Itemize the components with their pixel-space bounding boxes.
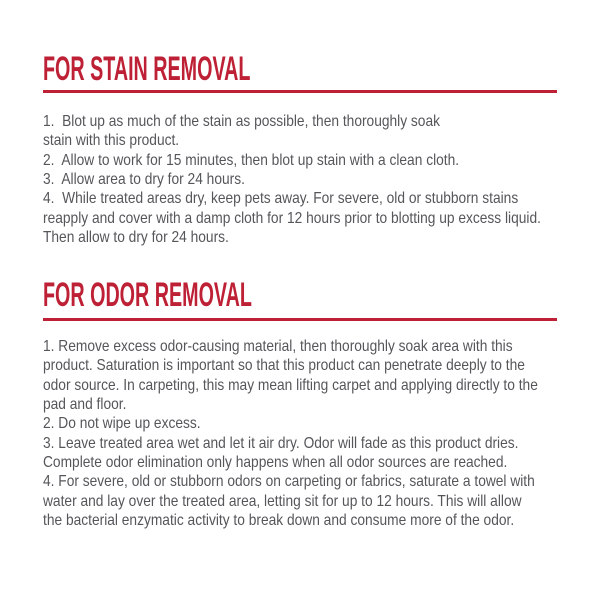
instruction-line: 4. For severe, old or stubborn odors on carpeting or fabrics, saturate a towel with [43,473,535,491]
instruction-line: 3. Leave treated area wet and let it air dry. Odor will fade as this product dries. [43,434,519,452]
instruction-line: 2. Do not wipe up excess. [43,415,201,433]
instruction-line: reapply and cover with a damp cloth for 12 hours prior to blotting up excess liquid. [43,209,541,227]
instruction-line: 4. While treated areas dry, keep pets away. For severe, old or stubborn stains [43,190,519,208]
instruction-line: 3. Allow area to dry for 24 hours. [43,170,245,188]
instruction-line: Complete odor elimination only happens when all odor sources are reached. [43,453,508,471]
instruction-line: stain with this product. [43,132,180,150]
instruction-line: Then allow to dry for 24 hours. [43,228,229,246]
instruction-line: odor source. In carpeting, this may mean lifting carpet and applying directly to the [43,376,538,394]
instruction-line: water and lay over the treated area, letting sit for up to 12 hours. This will allow [43,492,522,510]
odor-removal-instructions [43,337,538,530]
instruction-line: 1. Blot up as much of the stain as possible, then thoroughly soak [43,113,440,130]
stain-removal-heading: FOR STAIN REMOVAL [43,50,251,88]
odor-removal-heading-rule [43,318,557,321]
stain-removal-instructions [43,112,541,247]
instruction-line: 2. Allow to work for 15 minutes, then blot up stain with a clean cloth. [43,151,460,169]
stain-removal-heading-rule [43,90,557,93]
instruction-line: product. Saturation is important so that this product can penetrate deeply to the [43,357,525,375]
instruction-line: 1. Remove excess odor-causing material, then thoroughly soak area with this [43,338,513,355]
odor-removal-heading: FOR ODOR REMOVAL [43,276,252,314]
instruction-line: the bacterial enzymatic activity to break down and consume more of the odor. [43,511,515,529]
instruction-line: pad and floor. [43,395,127,413]
